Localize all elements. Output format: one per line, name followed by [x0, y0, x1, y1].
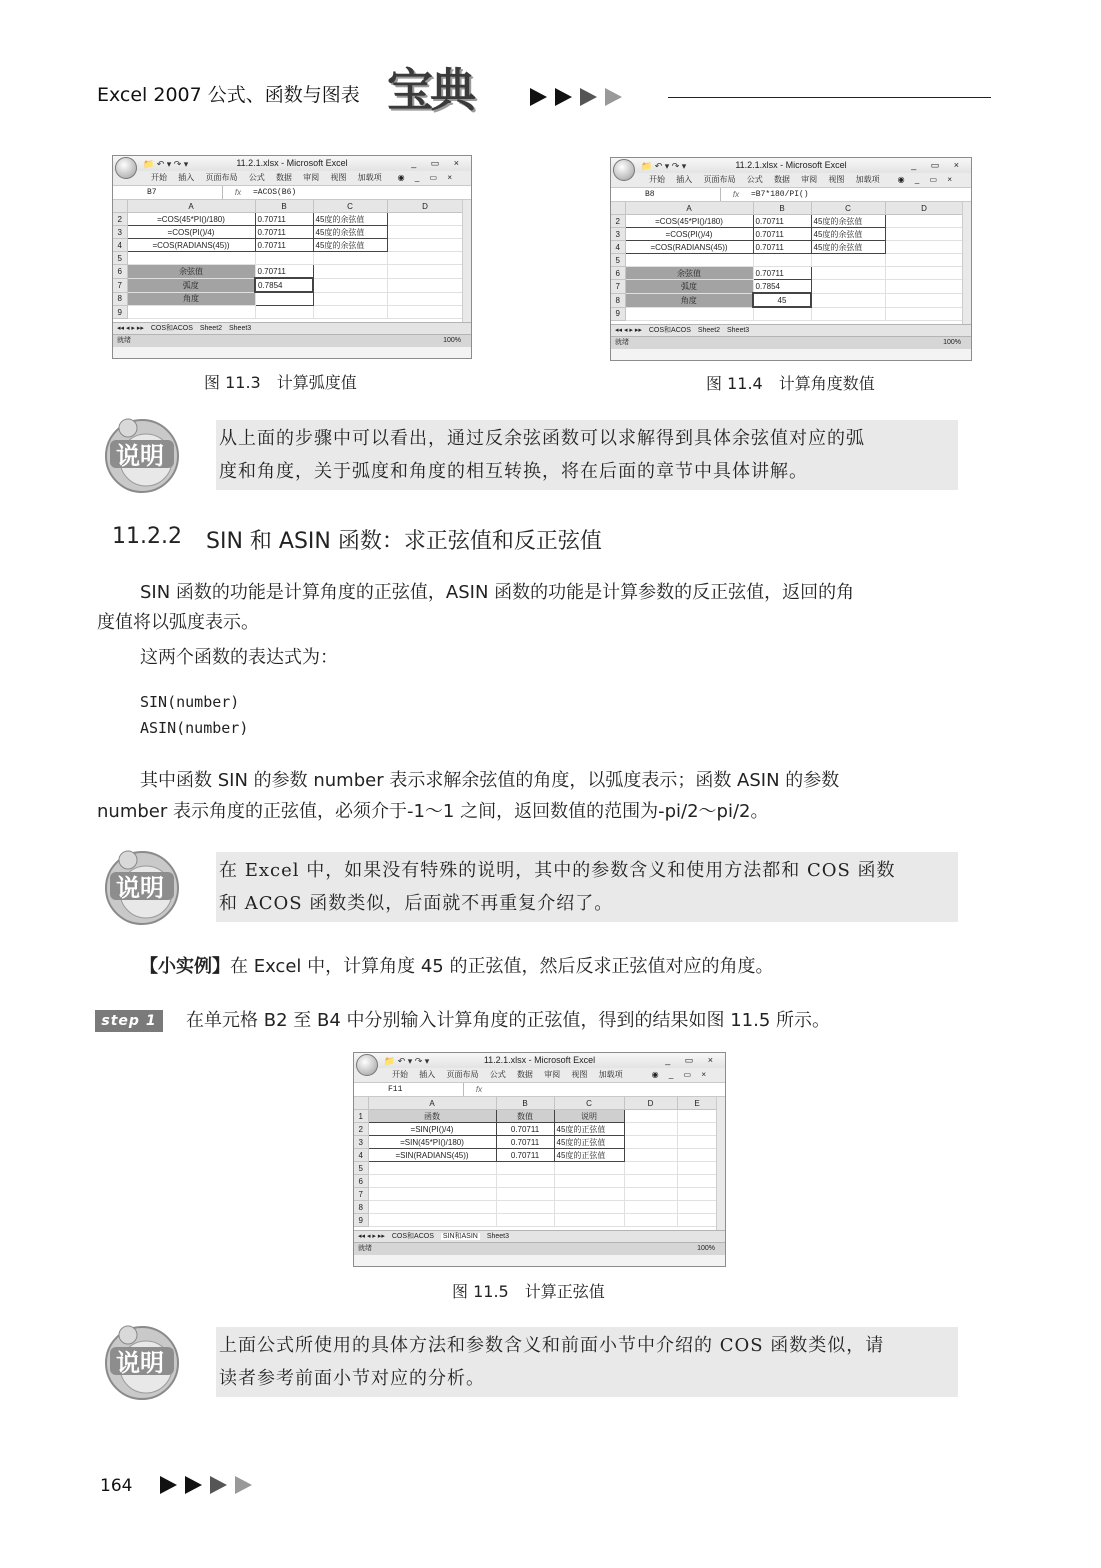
cell[interactable]	[677, 1162, 717, 1175]
window-controls[interactable]: _ ▭ ×	[411, 158, 465, 168]
cell[interactable]: 余弦值	[625, 267, 753, 280]
cell[interactable]	[753, 254, 811, 267]
table-row	[113, 213, 463, 226]
ribbon-tab[interactable]: 公式	[248, 173, 265, 182]
column-header-row	[611, 202, 963, 215]
cell[interactable]	[885, 293, 963, 307]
column-header[interactable]: B	[496, 1097, 554, 1110]
worksheet-grid[interactable]	[354, 1097, 725, 1230]
example-line	[140, 952, 773, 982]
cell[interactable]: 0.70711	[753, 241, 811, 254]
row-header[interactable]: 9	[611, 307, 625, 321]
cell[interactable]: =COS(45*PI()/180)	[127, 213, 255, 226]
window-controls[interactable]: _ ▭ ×	[665, 1055, 719, 1065]
sheet-nav-icon[interactable]: ◂◂ ◂ ▸ ▸▸	[615, 327, 642, 334]
zoom-level[interactable]: 100%	[943, 339, 961, 346]
running-header-title: Excel 2007 公式、函数与图表	[97, 84, 360, 106]
column-header-row	[113, 200, 463, 213]
cell[interactable]: 45度的余弦值	[313, 239, 387, 252]
cell[interactable]	[496, 1214, 554, 1227]
window-title: 11.2.1.xlsx - Microsoft Excel	[735, 160, 847, 170]
quick-access-toolbar[interactable]: 📁 ↶ ▾ ↷ ▾	[384, 1056, 430, 1066]
column-header[interactable]: E	[677, 1097, 717, 1110]
status-ready: 就绪	[615, 339, 629, 346]
cell[interactable]	[387, 306, 463, 319]
table-row	[611, 228, 963, 241]
cell[interactable]	[387, 265, 463, 279]
cell[interactable]	[624, 1149, 677, 1162]
sheet-tab[interactable]: COS和ACOS	[391, 1233, 434, 1240]
cell[interactable]: 45度的余弦值	[313, 213, 387, 226]
cell[interactable]	[625, 307, 753, 321]
window-title: 11.2.1.xlsx - Microsoft Excel	[236, 158, 348, 168]
step-text: 在单元格 B2 至 B4 中分别输入计算角度的正弦值，得到的结果如图 11.5 所示。	[186, 1010, 831, 1031]
formula-input[interactable]: =ACOS(B6)	[253, 188, 297, 197]
example-text: 在 Excel 中，计算角度 45 的正弦值，然后反求正弦值对应的角度。	[230, 956, 774, 977]
row-header[interactable]: 2	[113, 213, 127, 226]
cell[interactable]	[885, 280, 963, 294]
cell[interactable]	[811, 254, 885, 267]
cell[interactable]: 0.70711	[255, 265, 313, 279]
ribbon-tab[interactable]: 审阅	[801, 175, 818, 184]
column-header[interactable]: D	[387, 200, 463, 213]
formula-bar	[113, 186, 471, 200]
sheet-tab[interactable]: Sheet3	[486, 1233, 509, 1240]
excel-window-fig-11-4	[610, 157, 972, 361]
sheet-tab[interactable]: COS和ACOS	[150, 325, 193, 332]
table-row	[611, 241, 963, 254]
sheet-tab[interactable]: COS和ACOS	[648, 327, 691, 334]
cell[interactable]	[387, 213, 463, 226]
table-row	[611, 215, 963, 228]
sheet-nav-icon[interactable]: ◂◂ ◂ ▸ ▸▸	[358, 1233, 385, 1240]
cell[interactable]: 弧度	[127, 278, 255, 292]
cell[interactable]: 弧度	[625, 280, 753, 294]
table-row	[354, 1201, 717, 1214]
ribbon-tab[interactable]: 加载项	[357, 173, 382, 182]
cell[interactable]	[811, 280, 885, 294]
title-bar	[113, 156, 471, 171]
row-header[interactable]: 1	[354, 1110, 368, 1123]
cell[interactable]	[368, 1175, 496, 1188]
ribbon-tab[interactable]: 开始	[151, 173, 167, 182]
ribbon-tab[interactable]: 视图	[330, 173, 347, 182]
table-row	[354, 1149, 717, 1162]
note-line: 从上面的步骤中可以看出，通过反余弦函数可以求解得到具体余弦值对应的弧	[219, 428, 865, 449]
column-header[interactable]: D	[885, 202, 963, 215]
cell[interactable]	[554, 1214, 624, 1227]
sheet-tabs	[354, 1230, 725, 1242]
row-header[interactable]: 4	[611, 241, 625, 254]
sheet-tab[interactable]: Sheet3	[726, 327, 750, 334]
cell[interactable]	[885, 254, 963, 267]
table-row	[354, 1188, 717, 1201]
office-button-icon[interactable]	[613, 159, 635, 181]
cell[interactable]: =COS(45*PI()/180)	[625, 215, 753, 228]
formula-bar	[354, 1083, 725, 1097]
column-header[interactable]: C	[811, 202, 885, 215]
ribbon-controls[interactable]: ◉ _ ▭ ×	[897, 175, 956, 184]
column-header[interactable]: C	[554, 1097, 624, 1110]
row-header[interactable]: 3	[113, 226, 127, 239]
cell[interactable]: 0.70711	[496, 1136, 554, 1149]
cell[interactable]	[885, 215, 963, 228]
cell[interactable]: 45度的正弦值	[554, 1136, 624, 1149]
cell[interactable]	[255, 306, 313, 319]
row-header[interactable]: 6	[113, 265, 127, 279]
worksheet-grid[interactable]	[113, 200, 471, 322]
ribbon-tabs	[611, 173, 971, 188]
sheet-tabs	[611, 324, 971, 336]
worksheet-grid[interactable]	[611, 202, 971, 324]
active-cell[interactable]: 0.7854	[255, 278, 313, 292]
cell[interactable]: =SIN(45*PI()/180)	[368, 1136, 496, 1149]
row-header[interactable]: 8	[611, 293, 625, 307]
cell[interactable]	[313, 278, 387, 292]
cell[interactable]	[677, 1188, 717, 1201]
table-row	[113, 265, 463, 279]
code-line: SIN(number)	[140, 693, 240, 711]
ribbon-tab[interactable]: 开始	[649, 175, 665, 184]
cell[interactable]: =SIN(PI()/4)	[368, 1123, 496, 1136]
cell[interactable]: 0.70711	[255, 213, 313, 226]
header-cell[interactable]: 函数	[368, 1110, 496, 1123]
table-row	[354, 1162, 717, 1175]
zoom-level[interactable]: 100%	[697, 1245, 715, 1252]
step-badge: step 1	[95, 1010, 163, 1032]
column-header[interactable]: A	[625, 202, 753, 215]
page-number: 164	[100, 1476, 133, 1496]
cell[interactable]: 45度的余弦值	[811, 215, 885, 228]
cell[interactable]	[496, 1175, 554, 1188]
status-bar	[354, 1242, 725, 1255]
ribbon-tab[interactable]: 审阅	[544, 1070, 561, 1079]
sheet-tab[interactable]: Sheet2	[199, 325, 223, 332]
note-line: 度和角度，关于弧度和角度的相互转换，将在后面的章节中具体讲解。	[219, 461, 808, 482]
column-header[interactable]: B	[753, 202, 811, 215]
ribbon-tab[interactable]: 插入	[419, 1070, 436, 1079]
ribbon-tab[interactable]: 视图	[571, 1070, 588, 1079]
cell[interactable]	[811, 293, 885, 307]
cell[interactable]	[554, 1188, 624, 1201]
table-row	[354, 1214, 717, 1227]
column-header[interactable]: A	[127, 200, 255, 213]
status-ready: 就绪	[358, 1245, 372, 1252]
cell[interactable]	[811, 267, 885, 280]
vertical-scrollbar[interactable]	[716, 1097, 725, 1230]
table-row	[354, 1136, 717, 1149]
cell[interactable]	[677, 1123, 717, 1136]
sheet-tab-active[interactable]: SIN和ASIN	[442, 1233, 478, 1240]
table-header-row	[354, 1110, 717, 1123]
cell[interactable]: 0.70711	[496, 1149, 554, 1162]
cell[interactable]	[885, 267, 963, 280]
cell[interactable]: 45度的余弦值	[811, 241, 885, 254]
cell[interactable]: =COS(RADIANS(45))	[625, 241, 753, 254]
table-row	[611, 280, 963, 294]
cell[interactable]: 角度	[625, 293, 753, 307]
select-all-corner[interactable]	[611, 202, 625, 215]
ribbon-tab[interactable]: 页面布局	[703, 175, 736, 184]
cell[interactable]	[885, 228, 963, 241]
note-label: 说明	[116, 1349, 164, 1377]
cell[interactable]: 45度的余弦值	[313, 226, 387, 239]
ribbon-tab[interactable]: 公式	[746, 175, 763, 184]
excel-window-fig-11-5	[353, 1052, 726, 1267]
cell[interactable]	[677, 1110, 717, 1123]
ribbon-tab[interactable]: 插入	[676, 175, 693, 184]
ribbon-tab[interactable]: 公式	[489, 1070, 506, 1079]
cell[interactable]	[624, 1188, 677, 1201]
cell[interactable]	[624, 1201, 677, 1214]
fx-icon[interactable]: fx	[234, 188, 242, 197]
cell[interactable]	[885, 241, 963, 254]
cell[interactable]	[624, 1162, 677, 1175]
cell[interactable]: =SIN(RADIANS(45))	[368, 1149, 496, 1162]
cell[interactable]	[255, 292, 313, 306]
cell[interactable]	[753, 307, 811, 321]
cell[interactable]: 0.70711	[753, 215, 811, 228]
cell[interactable]	[625, 254, 753, 267]
cell[interactable]	[677, 1136, 717, 1149]
paragraph-line: 其中函数 SIN 的参数 number 表示求解余弦值的角度，以弧度表示；函数 ASIN 的参数	[140, 770, 840, 791]
cell[interactable]	[496, 1201, 554, 1214]
row-header[interactable]: 2	[611, 215, 625, 228]
fx-icon[interactable]: fx	[732, 190, 740, 199]
cell[interactable]	[387, 252, 463, 265]
cell[interactable]: =COS(PI()/4)	[625, 228, 753, 241]
table-row	[113, 239, 463, 252]
row-header[interactable]: 4	[354, 1149, 368, 1162]
cell[interactable]	[496, 1162, 554, 1175]
status-bar	[611, 336, 971, 349]
cell[interactable]	[387, 292, 463, 306]
cell[interactable]	[624, 1214, 677, 1227]
ribbon-tab[interactable]: 页面布局	[205, 173, 238, 182]
cell[interactable]	[368, 1188, 496, 1201]
table-row	[113, 292, 463, 306]
formula-bar	[611, 188, 971, 202]
section-number: 11.2.2	[112, 524, 182, 549]
row-header[interactable]: 3	[611, 228, 625, 241]
ribbon-tabs	[113, 171, 471, 186]
cell[interactable]: 0.70711	[255, 226, 313, 239]
sheet-nav-icon[interactable]: ◂◂ ◂ ▸ ▸▸	[117, 325, 144, 332]
ribbon-tab[interactable]: 加载项	[855, 175, 880, 184]
ribbon-tab[interactable]: 加载项	[598, 1070, 623, 1079]
select-all-corner[interactable]	[113, 200, 127, 213]
ribbon-tab[interactable]: 视图	[828, 175, 845, 184]
cell[interactable]	[677, 1175, 717, 1188]
sheet-tab[interactable]: Sheet3	[228, 325, 252, 332]
note-line: 在 Excel 中，如果没有特殊的说明，其中的参数含义和使用方法都和 COS 函数	[219, 860, 896, 881]
table-row	[113, 306, 463, 319]
column-header[interactable]: A	[368, 1097, 496, 1110]
row-header[interactable]: 4	[113, 239, 127, 252]
sheet-tab[interactable]: Sheet2	[697, 327, 721, 334]
note-line: 和 ACOS 函数类似，后面就不再重复介绍了。	[219, 893, 614, 914]
section-title: SIN 和 ASIN 函数：求正弦值和反正弦值	[206, 529, 602, 554]
row-header[interactable]: 7	[354, 1188, 368, 1201]
row-header[interactable]: 5	[611, 254, 625, 267]
figure-caption: 图 11.3 计算弧度值	[204, 373, 357, 392]
ribbon-tab[interactable]: 页面布局	[446, 1070, 479, 1079]
window-title: 11.2.1.xlsx - Microsoft Excel	[483, 1055, 596, 1065]
cell[interactable]	[127, 306, 255, 319]
row-header[interactable]: 5	[113, 252, 127, 265]
ribbon-tabs	[354, 1068, 725, 1083]
cell[interactable]	[368, 1201, 496, 1214]
note-label: 说明	[116, 442, 164, 470]
cell[interactable]: 0.7854	[753, 280, 811, 294]
cell[interactable]: 45度的正弦值	[554, 1123, 624, 1136]
quick-access-toolbar[interactable]: 📁 ↶ ▾ ↷ ▾	[143, 159, 189, 169]
column-header-row	[354, 1097, 717, 1110]
cell[interactable]: 45度的余弦值	[811, 228, 885, 241]
cell[interactable]	[368, 1214, 496, 1227]
cell[interactable]	[387, 239, 463, 252]
cell[interactable]: 0.70711	[255, 239, 313, 252]
office-button-icon[interactable]	[115, 157, 137, 179]
cell[interactable]	[313, 265, 387, 279]
excel-window-fig-11-3	[112, 155, 472, 359]
note-line: 上面公式所使用的具体方法和参数含义和前面小节中介绍的 COS 函数类似，请	[219, 1335, 885, 1356]
column-header[interactable]: C	[313, 200, 387, 213]
cell[interactable]	[255, 252, 313, 265]
quick-access-toolbar[interactable]: 📁 ↶ ▾ ↷ ▾	[641, 161, 687, 171]
ribbon-tab[interactable]: 数据	[275, 173, 292, 182]
cell[interactable]	[677, 1149, 717, 1162]
cell[interactable]: 0.70711	[753, 228, 811, 241]
cell[interactable]	[387, 226, 463, 239]
row-header[interactable]: 3	[354, 1136, 368, 1149]
cell[interactable]	[313, 306, 387, 319]
column-header[interactable]: B	[255, 200, 313, 213]
figure-caption: 图 11.5 计算正弦值	[452, 1282, 605, 1301]
table-row	[113, 278, 463, 292]
active-cell[interactable]: 45	[753, 293, 811, 307]
cell[interactable]	[387, 278, 463, 292]
header-cell[interactable]: 说明	[554, 1110, 624, 1123]
code-line: ASIN(number)	[140, 719, 249, 737]
row-header[interactable]: 9	[354, 1214, 368, 1227]
ribbon-tab[interactable]: 审阅	[303, 173, 320, 182]
row-header[interactable]: 9	[113, 306, 127, 319]
select-all-corner[interactable]	[354, 1097, 368, 1110]
table-row	[611, 254, 963, 267]
name-box[interactable]: F11	[354, 1083, 464, 1096]
table-row	[611, 307, 963, 321]
row-header[interactable]: 8	[113, 292, 127, 306]
title-bar	[354, 1053, 725, 1068]
title-bar	[611, 158, 971, 173]
ribbon-controls[interactable]: ◉ _ ▭ ×	[651, 1070, 710, 1079]
row-header[interactable]: 6	[611, 267, 625, 280]
column-header[interactable]: D	[624, 1097, 677, 1110]
paragraph-line: 这两个函数的表达式为：	[140, 647, 338, 668]
book-badge-logo: 宝典	[387, 63, 473, 117]
sheet-tabs	[113, 322, 471, 334]
zoom-level[interactable]: 100%	[443, 337, 461, 344]
ribbon-tab[interactable]: 数据	[516, 1070, 533, 1079]
cell[interactable]	[313, 292, 387, 306]
ribbon-tab[interactable]: 数据	[773, 175, 790, 184]
cell[interactable]	[127, 252, 255, 265]
cell[interactable]	[624, 1123, 677, 1136]
cell[interactable]	[624, 1136, 677, 1149]
cell[interactable]	[677, 1201, 717, 1214]
cell[interactable]	[496, 1188, 554, 1201]
row-header[interactable]: 5	[354, 1162, 368, 1175]
cell[interactable]	[677, 1214, 717, 1227]
vertical-scrollbar[interactable]	[462, 200, 471, 322]
table-row	[113, 226, 463, 239]
status-bar	[113, 334, 471, 347]
paragraph-line: SIN 函数的功能是计算角度的正弦值，ASIN 函数的功能是计算参数的反正弦值，返回的角	[140, 582, 855, 603]
cell[interactable]: 角度	[127, 292, 255, 306]
office-button-icon[interactable]	[356, 1054, 378, 1076]
table-row	[354, 1123, 717, 1136]
cell[interactable]	[554, 1162, 624, 1175]
ribbon-controls[interactable]: ◉ _ ▭ ×	[397, 173, 456, 182]
header-cell[interactable]: 数值	[496, 1110, 554, 1123]
cell[interactable]: =COS(PI()/4)	[127, 226, 255, 239]
note-label: 说明	[116, 874, 164, 902]
table-row	[611, 293, 963, 307]
table-row	[113, 252, 463, 265]
cell[interactable]	[313, 252, 387, 265]
name-box[interactable]: B7	[113, 186, 223, 199]
header-rule	[668, 97, 991, 98]
cell[interactable]	[368, 1162, 496, 1175]
table-row	[354, 1175, 717, 1188]
cell[interactable]	[554, 1201, 624, 1214]
cell[interactable]	[811, 307, 885, 321]
paragraph-line: 度值将以弧度表示。	[97, 612, 259, 633]
row-header[interactable]: 6	[354, 1175, 368, 1188]
cell[interactable]: =COS(RADIANS(45))	[127, 239, 255, 252]
paragraph-line: number 表示角度的正弦值，必须介于-1～1 之间，返回数值的范围为-pi/2～pi/2。	[97, 801, 769, 822]
header-arrows-icon	[530, 88, 622, 106]
table-row	[611, 267, 963, 280]
row-header[interactable]: 2	[354, 1123, 368, 1136]
vertical-scrollbar[interactable]	[962, 202, 971, 324]
row-header[interactable]: 8	[354, 1201, 368, 1214]
example-label: 【小实例】	[140, 956, 230, 977]
cell[interactable]: 余弦值	[127, 265, 255, 279]
status-ready: 就绪	[117, 337, 131, 344]
ribbon-tab[interactable]: 插入	[178, 173, 195, 182]
cell[interactable]	[885, 307, 963, 321]
ribbon-tab[interactable]: 开始	[392, 1070, 408, 1079]
cell[interactable]: 45度的正弦值	[554, 1149, 624, 1162]
fx-icon[interactable]: fx	[475, 1085, 483, 1094]
figure-caption: 图 11.4 计算角度数值	[706, 374, 875, 393]
row-header[interactable]: 7	[611, 280, 625, 294]
row-header[interactable]: 7	[113, 278, 127, 292]
formula-input[interactable]: =B7*180/PI()	[751, 190, 809, 199]
cell[interactable]: 0.70711	[496, 1123, 554, 1136]
name-box[interactable]: B8	[611, 188, 721, 201]
cell[interactable]: 0.70711	[753, 267, 811, 280]
window-controls[interactable]: _ ▭ ×	[911, 160, 965, 170]
cell[interactable]	[624, 1110, 677, 1123]
cell[interactable]	[554, 1175, 624, 1188]
footer-arrows-icon	[160, 1476, 252, 1494]
cell[interactable]	[624, 1175, 677, 1188]
note-line: 读者参考前面小节对应的分析。	[219, 1368, 485, 1389]
